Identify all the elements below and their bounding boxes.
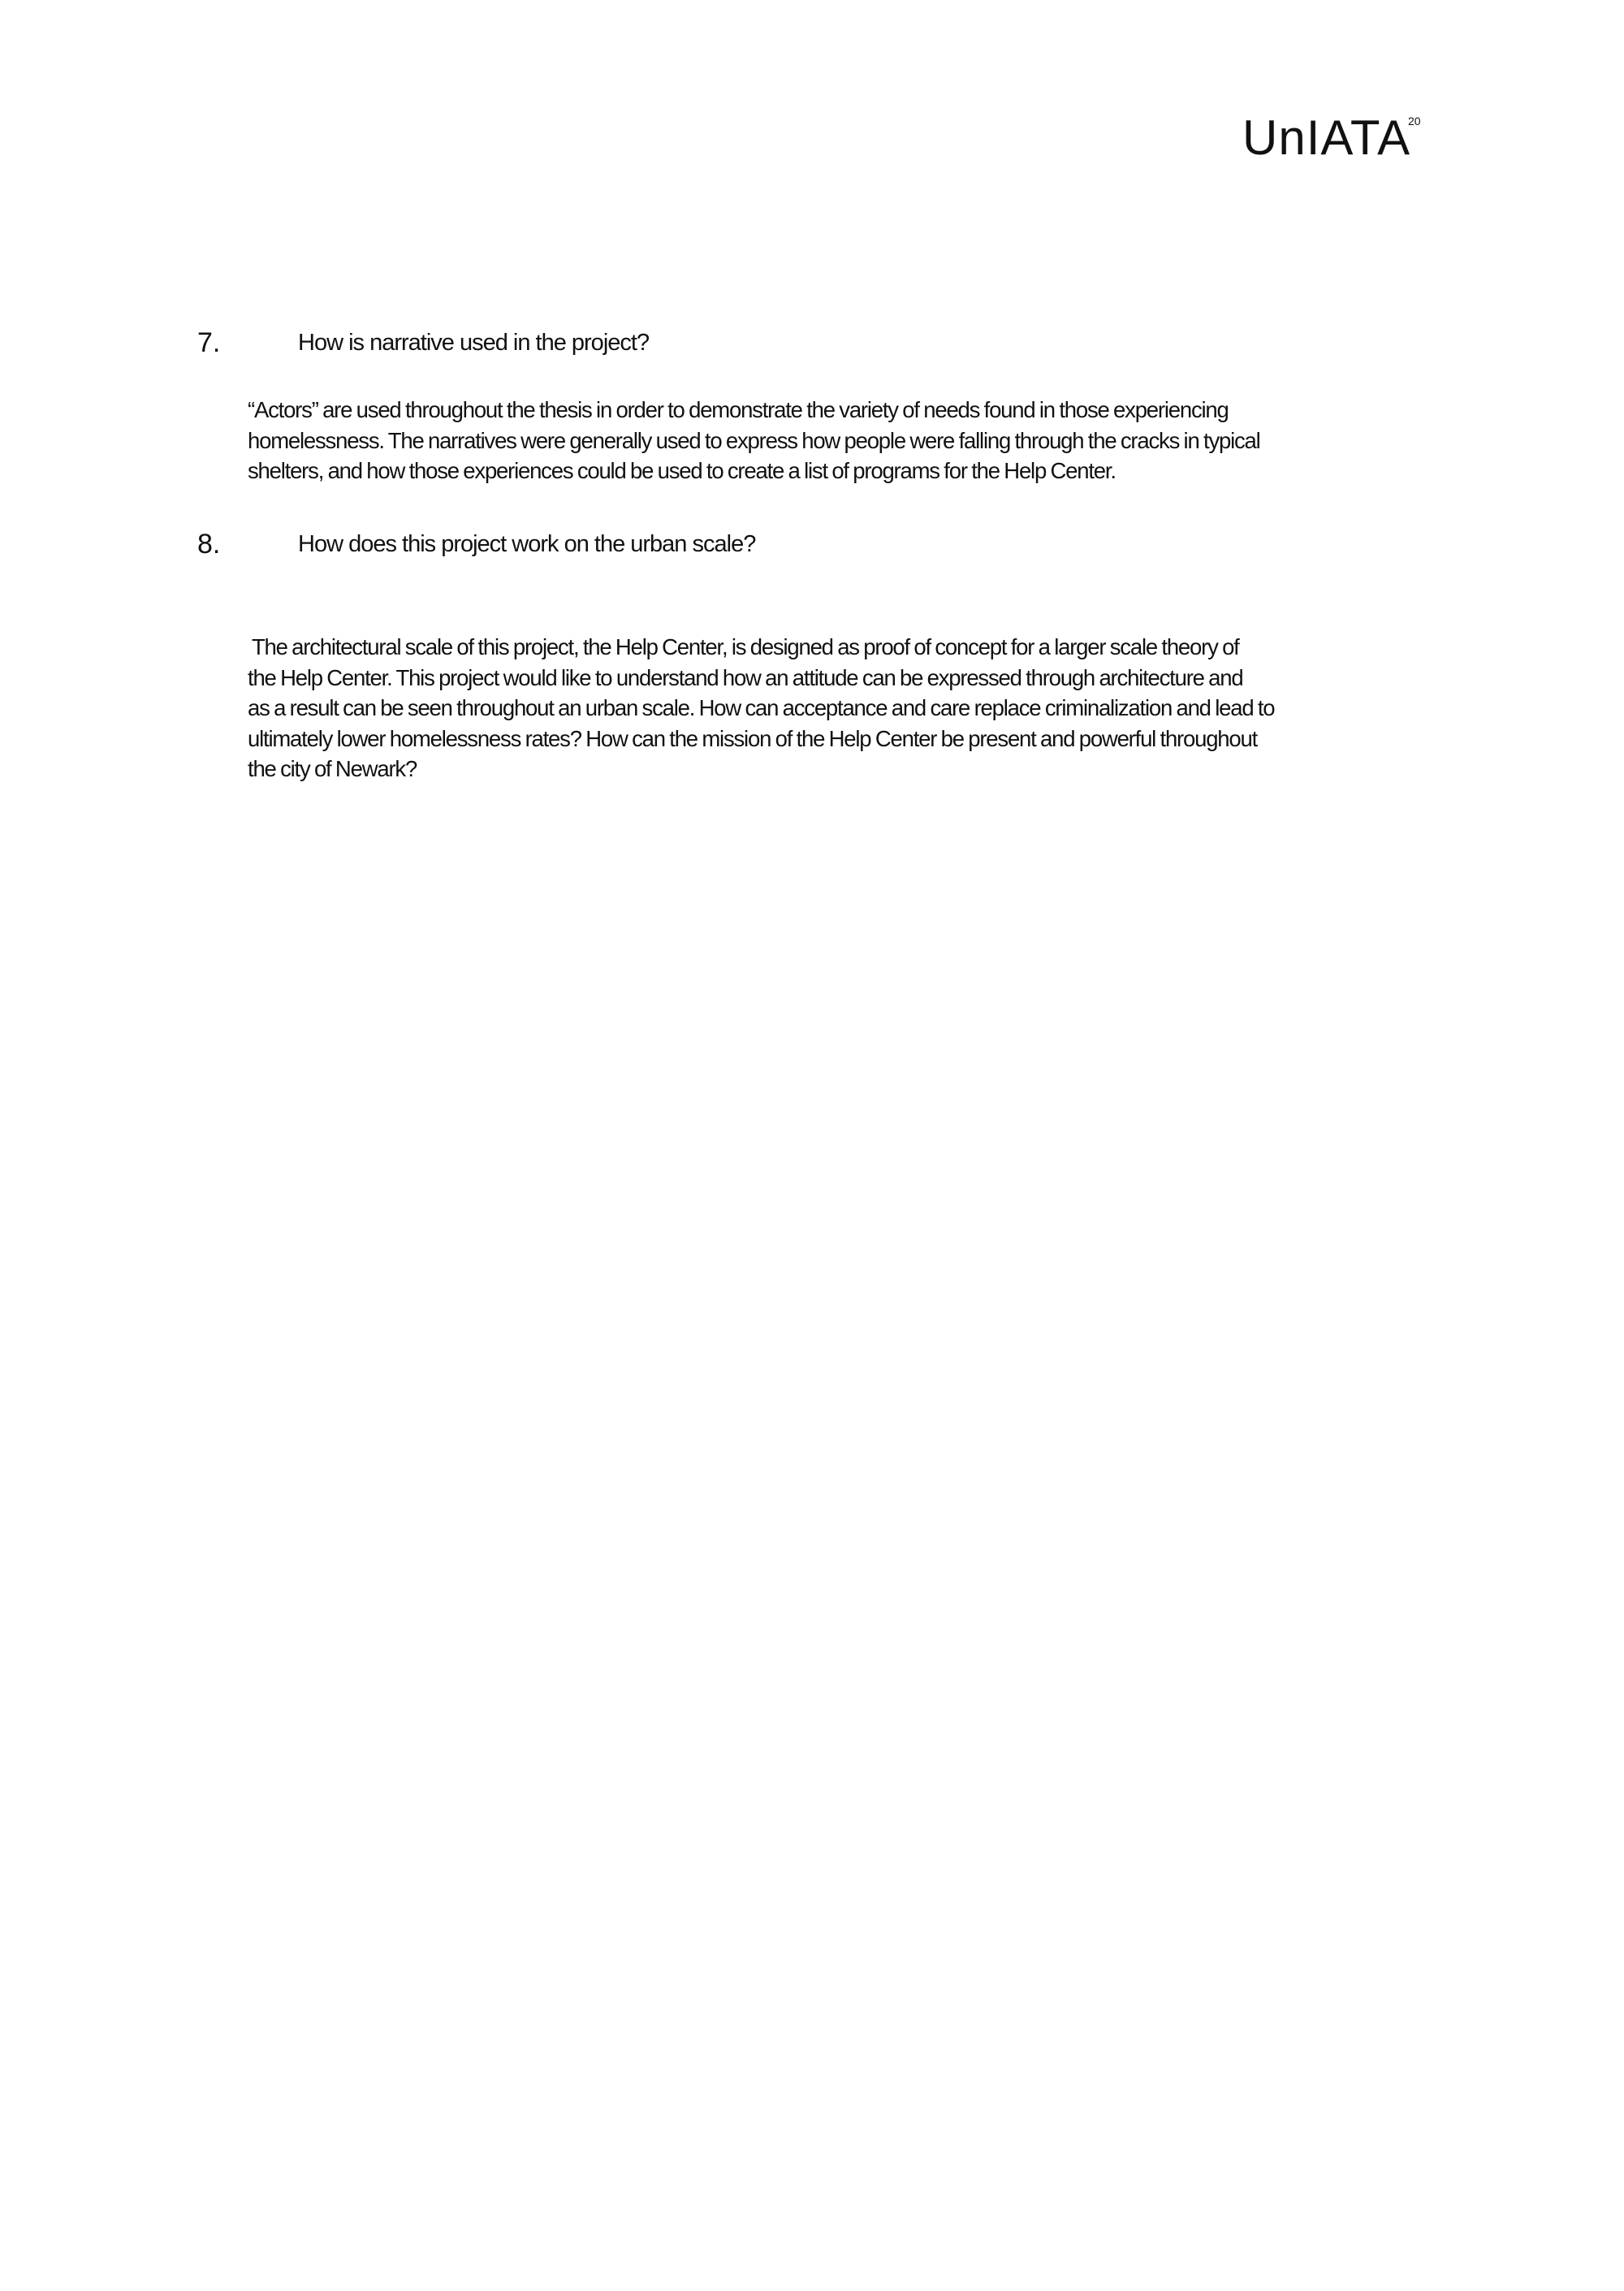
answer-line: the Help Center. This project would like to understand how an attitude can be expressed through architecture and xyxy=(248,664,1243,690)
answer-line: “Actors” are used throughout the thesis in order to demonstrate the variety of needs found in those experiencing xyxy=(248,397,1229,422)
question-8-number: 8. xyxy=(197,529,221,560)
answer-line: ultimately lower homelessness rates? How can the mission of the Help Center be present and powerful throughout xyxy=(248,725,1258,751)
answer-line: The architectural scale of this project, the Help Center, is designed as proof of concept for a larger scale theory of xyxy=(248,634,1239,659)
answer-line: as a result can be seen throughout an urban scale. How can acceptance and care replace criminalization and lead to xyxy=(248,695,1275,720)
answer-line: homelessness. The narratives were generally used to express how people were falling through the cracks in typical xyxy=(248,427,1260,453)
logo-superscript: 20 xyxy=(1408,115,1421,128)
answer-line: the city of Newark? xyxy=(248,756,417,781)
question-7-answer xyxy=(248,395,1441,486)
question-7-number: 7. xyxy=(197,327,221,358)
question-7-text: How is narrative used in the project? xyxy=(298,330,650,356)
question-8-text: How does this project work on the urban scale? xyxy=(298,531,756,557)
answer-line: shelters, and how those experiences could be used to create a list of programs for the Help Center. xyxy=(248,458,1116,483)
unIATA-logo: UnIATA xyxy=(1242,110,1411,165)
question-8-answer xyxy=(248,632,1441,785)
